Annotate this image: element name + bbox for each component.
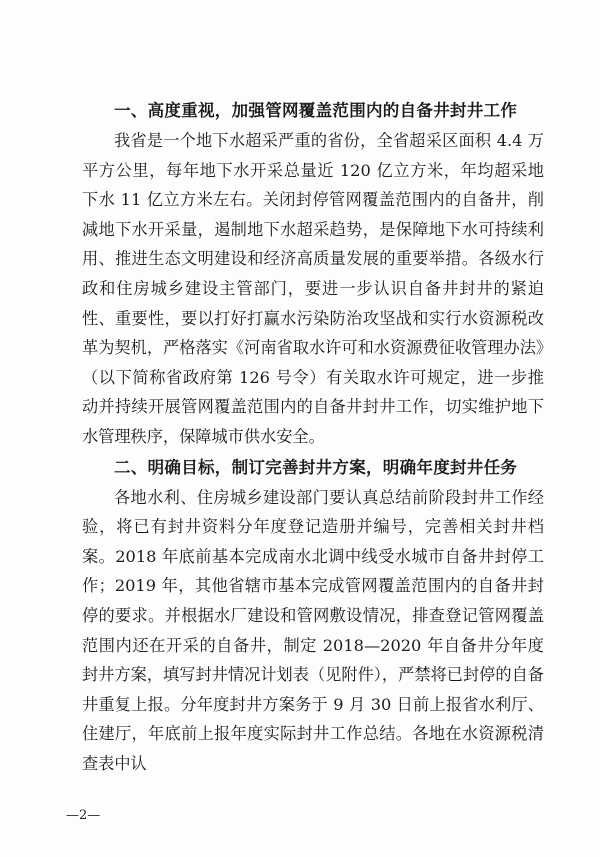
document-body — [82, 96, 544, 778]
section-1-heading: 一、高度重视，加强管网覆盖范围内的自备井封井工作 — [114, 101, 518, 120]
section-1-paragraph: 我省是一个地下水超采严重的省份，全省超采区面积 4.4 万平方公里，每年地下水开采总量近 120 亿立方米，年均超采地下水 11 亿立方米左右。关闭封停管网覆盖范围内的自备井，削减地下水开采量，遏制地下水超采趋势，是保障地下水可持续利用、推进生态文明建设和经济高质量发展的重要举措。各级水行政和住房城乡建设主管部门，要进一步认识自备井封井的紧迫性、重要性，要以打好打赢水污染防治攻坚战和实行水资源税改革为契机，严格落实《河南省取水许可和水资源费征收管理办法》（以下简称省政府第 126 号令）有关取水许可规定，进一步推动并持续开展管网覆盖范围内的自备井封井工作，切实维护地下水管理秩序，保障城市供水安全。 — [82, 131, 544, 446]
section-2-paragraph: 各地水利、住房城乡建设部门要认真总结前阶段封井工作经验，将已有封井资料分年度登记造册并编号，完善相关封井档案。2018 年底前基本完成南水北调中线受水城市自备井封停工作；2019 年，其他省辖市基本完成管网覆盖范围内的自备井封停的要求。并根据水厂建设和管网敷设情况，排查登记管网覆盖范围内还在开采的自备井，制定 2018—2020 年自备井分年度封井方案，填写封井情况计划表（见附件），严禁将已封停的自备井重复上报。分年度封井方案务于 9 月 30 日前上报省水利厅、住建厅，年底前上报年度实际封井工作总结。各地在水资源税清查表中认 — [82, 487, 544, 773]
page-number: —2— — [66, 808, 101, 823]
section-2-heading: 二、明确目标，制订完善封井方案，明确年度封井任务 — [114, 457, 518, 477]
